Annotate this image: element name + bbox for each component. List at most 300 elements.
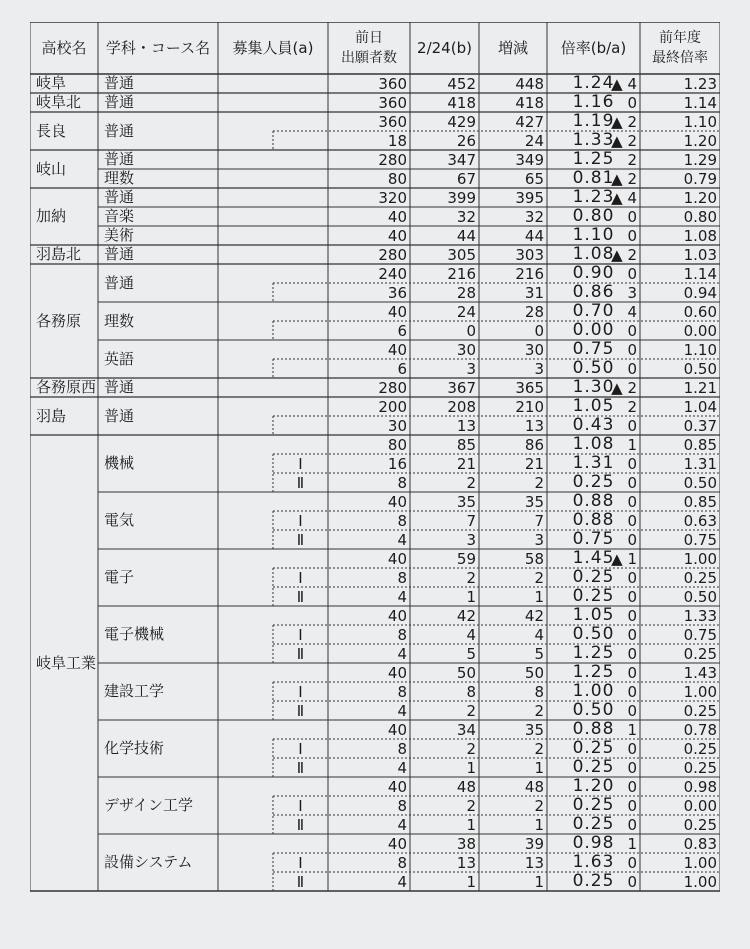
current-applicants: 35 <box>524 721 544 739</box>
sub-course: Ⅰ <box>298 797 303 815</box>
course-name: 美術 <box>104 226 135 244</box>
prev-applicants: 367 <box>447 379 476 397</box>
capacity-value: 6 <box>397 322 407 340</box>
current-applicants: 365 <box>515 379 544 397</box>
current-applicants: 2 <box>534 702 544 720</box>
capacity-value: 280 <box>378 379 407 397</box>
ratio-value: 1.05 <box>572 605 615 625</box>
change-value: 0 <box>627 626 637 644</box>
change-value: 0 <box>627 360 637 378</box>
change-value: 0 <box>627 759 637 777</box>
ratio-value: 1.10 <box>572 225 615 245</box>
course-name: 普通 <box>104 407 135 425</box>
course-name: 音楽 <box>104 207 135 225</box>
capacity-value: 360 <box>378 75 407 93</box>
change-value: 0 <box>627 797 637 815</box>
current-applicants: 1 <box>534 816 544 834</box>
change-value: 4 <box>627 303 637 321</box>
ratio-value: 0.25 <box>572 795 615 815</box>
ratio-value: 0.88 <box>572 719 615 739</box>
ratio-value: 0.75 <box>572 339 615 359</box>
change-value: 0 <box>627 816 637 834</box>
ratio-value: 0.25 <box>572 586 615 606</box>
ratio-value: 1.25 <box>572 662 615 682</box>
capacity-value: 40 <box>387 303 407 321</box>
course-name: 電子機械 <box>104 625 165 643</box>
last-year-ratio: 1.33 <box>683 607 717 625</box>
school-name: 羽島北 <box>36 245 82 263</box>
prev-applicants: 42 <box>456 607 476 625</box>
capacity-value: 4 <box>397 759 407 777</box>
course-name: 普通 <box>104 122 135 140</box>
ratio-value: 0.50 <box>572 358 615 378</box>
ratio-value: 1.31 <box>572 453 615 473</box>
ratio-value: 0.50 <box>572 700 615 720</box>
capacity-value: 360 <box>378 94 407 112</box>
current-applicants: 3 <box>534 360 544 378</box>
ratio-value: 1.23 <box>572 187 615 207</box>
course-name: 普通 <box>104 93 135 111</box>
course-name: 機械 <box>104 454 135 472</box>
prev-applicants: 67 <box>456 170 476 188</box>
capacity-value: 40 <box>387 208 407 226</box>
change-value: 0 <box>627 417 637 435</box>
prev-applicants: 48 <box>456 778 476 796</box>
last-year-ratio: 0.85 <box>683 436 717 454</box>
change-value: 0 <box>627 531 637 549</box>
sub-course: Ⅱ <box>296 759 305 777</box>
capacity-value: 4 <box>397 588 407 606</box>
last-year-ratio: 1.08 <box>683 227 717 245</box>
prev-applicants: 2 <box>466 474 476 492</box>
last-year-ratio: 0.63 <box>683 512 717 530</box>
sub-course: Ⅱ <box>296 474 305 492</box>
capacity-value: 8 <box>397 512 407 530</box>
course-name: 建設工学 <box>104 682 165 700</box>
header-current: 2/24(b) <box>417 39 472 57</box>
header-prev-top: 前日 <box>355 30 383 46</box>
course-name: 普通 <box>104 274 135 292</box>
header-ratio: 倍率(b/a) <box>560 39 627 57</box>
prev-applicants: 216 <box>447 265 476 283</box>
sub-course: Ⅰ <box>298 740 303 758</box>
prev-applicants: 418 <box>447 94 476 112</box>
change-value: ▲ 2 <box>611 132 637 150</box>
current-applicants: 2 <box>534 740 544 758</box>
current-applicants: 210 <box>515 398 544 416</box>
ratio-value: 1.33 <box>572 130 615 150</box>
change-value: 0 <box>627 341 637 359</box>
current-applicants: 2 <box>534 797 544 815</box>
last-year-ratio: 0.37 <box>683 417 717 435</box>
change-value: 0 <box>627 645 637 663</box>
current-applicants: 21 <box>524 455 544 473</box>
change-value: 0 <box>627 664 637 682</box>
capacity-value: 320 <box>378 189 407 207</box>
ratio-value: 0.88 <box>572 510 615 530</box>
sub-course: Ⅱ <box>296 816 305 834</box>
school-name: 岐阜北 <box>36 93 82 111</box>
capacity-value: 40 <box>387 227 407 245</box>
change-value: 1 <box>627 721 637 739</box>
last-year-ratio: 0.50 <box>683 360 717 378</box>
prev-applicants: 2 <box>466 569 476 587</box>
prev-applicants: 347 <box>447 151 476 169</box>
last-year-ratio: 0.50 <box>683 588 717 606</box>
ratio-value: 1.45 <box>572 548 615 568</box>
prev-applicants: 26 <box>456 132 476 150</box>
prev-applicants: 24 <box>456 303 476 321</box>
current-applicants: 42 <box>524 607 544 625</box>
current-applicants: 1 <box>534 759 544 777</box>
last-year-ratio: 0.75 <box>683 626 717 644</box>
capacity-value: 8 <box>397 626 407 644</box>
last-year-ratio: 0.25 <box>683 569 717 587</box>
current-applicants: 395 <box>515 189 544 207</box>
sub-course: Ⅱ <box>296 645 305 663</box>
change-value: 0 <box>627 607 637 625</box>
prev-applicants: 38 <box>456 835 476 853</box>
change-value: 2 <box>627 398 637 416</box>
capacity-value: 8 <box>397 854 407 872</box>
sub-course: Ⅱ <box>296 588 305 606</box>
change-value: 1 <box>627 436 637 454</box>
capacity-value: 40 <box>387 721 407 739</box>
change-value: ▲ 2 <box>611 379 637 397</box>
capacity-value: 4 <box>397 702 407 720</box>
sub-course: Ⅱ <box>296 531 305 549</box>
capacity-value: 200 <box>378 398 407 416</box>
change-value: 0 <box>627 778 637 796</box>
capacity-value: 240 <box>378 265 407 283</box>
header-change: 増減 <box>497 39 528 57</box>
course-name: 英語 <box>104 350 135 368</box>
last-year-ratio: 0.83 <box>683 835 717 853</box>
capacity-value: 4 <box>397 873 407 891</box>
ratio-value: 1.25 <box>572 149 615 169</box>
change-value: 0 <box>627 740 637 758</box>
ratio-value: 0.81 <box>572 168 615 188</box>
prev-applicants: 1 <box>466 816 476 834</box>
enrollment-table <box>30 22 720 902</box>
prev-applicants: 452 <box>447 75 476 93</box>
school-name: 羽島 <box>36 407 67 425</box>
ratio-value: 1.08 <box>572 434 615 454</box>
current-applicants: 13 <box>524 417 544 435</box>
last-year-ratio: 1.00 <box>683 854 717 872</box>
change-value: ▲ 2 <box>611 246 637 264</box>
current-applicants: 1 <box>534 588 544 606</box>
change-value: 0 <box>627 227 637 245</box>
change-value: ▲ 2 <box>611 170 637 188</box>
ratio-value: 0.43 <box>572 415 615 435</box>
current-applicants: 216 <box>515 265 544 283</box>
capacity-value: 18 <box>387 132 407 150</box>
ratio-value: 0.70 <box>572 301 615 321</box>
last-year-ratio: 0.25 <box>683 759 717 777</box>
school-name: 各務原 <box>36 312 82 330</box>
prev-applicants: 2 <box>466 797 476 815</box>
current-applicants: 39 <box>524 835 544 853</box>
course-name: 理数 <box>104 312 135 330</box>
prev-applicants: 2 <box>466 740 476 758</box>
current-applicants: 448 <box>515 75 544 93</box>
last-year-ratio: 0.94 <box>683 284 717 302</box>
school-name: 岐阜 <box>36 74 67 92</box>
prev-applicants: 3 <box>466 360 476 378</box>
current-applicants: 24 <box>524 132 544 150</box>
course-name: 普通 <box>104 150 135 168</box>
last-year-ratio: 1.31 <box>683 455 717 473</box>
current-applicants: 31 <box>524 284 544 302</box>
capacity-value: 36 <box>387 284 407 302</box>
capacity-value: 6 <box>397 360 407 378</box>
change-value: 0 <box>627 854 637 872</box>
capacity-value: 40 <box>387 835 407 853</box>
change-value: 0 <box>627 208 637 226</box>
prev-applicants: 5 <box>466 645 476 663</box>
ratio-value: 0.00 <box>572 320 615 340</box>
ratio-value: 1.08 <box>572 244 615 264</box>
prev-applicants: 13 <box>456 417 476 435</box>
capacity-value: 8 <box>397 683 407 701</box>
capacity-value: 4 <box>397 645 407 663</box>
change-value: ▲ 2 <box>611 113 637 131</box>
sub-course: Ⅰ <box>298 854 303 872</box>
sub-course: Ⅰ <box>298 455 303 473</box>
prev-applicants: 34 <box>456 721 476 739</box>
last-year-ratio: 1.10 <box>683 341 717 359</box>
change-value: 0 <box>627 265 637 283</box>
capacity-value: 8 <box>397 740 407 758</box>
ratio-value: 0.25 <box>572 472 615 492</box>
school-name: 長良 <box>36 122 67 140</box>
prev-applicants: 13 <box>456 854 476 872</box>
ratio-value: 0.86 <box>572 282 615 302</box>
current-applicants: 48 <box>524 778 544 796</box>
prev-applicants: 21 <box>456 455 476 473</box>
capacity-value: 40 <box>387 664 407 682</box>
prev-applicants: 7 <box>466 512 476 530</box>
ratio-value: 1.24 <box>572 73 615 93</box>
capacity-value: 360 <box>378 113 407 131</box>
ratio-value: 0.25 <box>572 738 615 758</box>
sub-course: Ⅱ <box>296 702 305 720</box>
course-name: 電子 <box>104 568 135 586</box>
last-year-ratio: 0.80 <box>683 208 717 226</box>
prev-applicants: 1 <box>466 588 476 606</box>
school-name: 各務原西 <box>36 378 97 396</box>
last-year-ratio: 0.75 <box>683 531 717 549</box>
last-year-ratio: 0.50 <box>683 474 717 492</box>
sub-course: Ⅰ <box>298 512 303 530</box>
current-applicants: 427 <box>515 113 544 131</box>
prev-applicants: 208 <box>447 398 476 416</box>
ratio-value: 0.88 <box>572 491 615 511</box>
current-applicants: 303 <box>515 246 544 264</box>
sub-course: Ⅰ <box>298 683 303 701</box>
change-value: 0 <box>627 588 637 606</box>
prev-applicants: 4 <box>466 626 476 644</box>
capacity-value: 40 <box>387 550 407 568</box>
change-value: ▲ 1 <box>611 550 637 568</box>
prev-applicants: 32 <box>456 208 476 226</box>
last-year-ratio: 0.78 <box>683 721 717 739</box>
header-last-bottom: 最終倍率 <box>652 50 708 66</box>
last-year-ratio: 1.00 <box>683 683 717 701</box>
current-applicants: 30 <box>524 341 544 359</box>
current-applicants: 35 <box>524 493 544 511</box>
last-year-ratio: 1.14 <box>683 265 717 283</box>
capacity-value: 80 <box>387 170 407 188</box>
prev-applicants: 1 <box>466 759 476 777</box>
change-value: 0 <box>627 474 637 492</box>
last-year-ratio: 1.20 <box>683 189 717 207</box>
ratio-value: 0.75 <box>572 529 615 549</box>
current-applicants: 418 <box>515 94 544 112</box>
current-applicants: 50 <box>524 664 544 682</box>
capacity-value: 4 <box>397 531 407 549</box>
capacity-value: 16 <box>387 455 407 473</box>
current-applicants: 58 <box>524 550 544 568</box>
ratio-value: 0.25 <box>572 757 615 777</box>
current-applicants: 2 <box>534 569 544 587</box>
sub-course: Ⅰ <box>298 569 303 587</box>
change-value: 0 <box>627 873 637 891</box>
last-year-ratio: 0.85 <box>683 493 717 511</box>
last-year-ratio: 0.79 <box>683 170 717 188</box>
change-value: 0 <box>627 512 637 530</box>
change-value: 0 <box>627 569 637 587</box>
change-value: 0 <box>627 322 637 340</box>
school-name: 岐山 <box>36 160 67 178</box>
capacity-value: 40 <box>387 341 407 359</box>
header-course: 学科・コース名 <box>105 39 211 57</box>
current-applicants: 44 <box>524 227 544 245</box>
course-name: 普通 <box>104 378 135 396</box>
school-name: 加納 <box>36 207 67 225</box>
last-year-ratio: 1.29 <box>683 151 717 169</box>
header-capacity: 募集人員(a) <box>232 39 314 57</box>
current-applicants: 4 <box>534 626 544 644</box>
change-value: 1 <box>627 835 637 853</box>
last-year-ratio: 1.14 <box>683 94 717 112</box>
course-name: 理数 <box>104 169 135 187</box>
current-applicants: 8 <box>534 683 544 701</box>
change-value: 3 <box>627 284 637 302</box>
ratio-value: 1.63 <box>572 852 615 872</box>
last-year-ratio: 1.23 <box>683 75 717 93</box>
last-year-ratio: 1.04 <box>683 398 717 416</box>
ratio-value: 1.16 <box>572 92 615 112</box>
change-value: 0 <box>627 455 637 473</box>
header-last-top: 前年度 <box>659 30 701 46</box>
last-year-ratio: 0.60 <box>683 303 717 321</box>
capacity-value: 8 <box>397 474 407 492</box>
capacity-value: 8 <box>397 797 407 815</box>
change-value: 0 <box>627 683 637 701</box>
ratio-value: 1.00 <box>572 681 615 701</box>
prev-applicants: 8 <box>466 683 476 701</box>
prev-applicants: 35 <box>456 493 476 511</box>
prev-applicants: 30 <box>456 341 476 359</box>
change-value: 0 <box>627 702 637 720</box>
prev-applicants: 3 <box>466 531 476 549</box>
capacity-value: 8 <box>397 569 407 587</box>
ratio-value: 1.05 <box>572 396 615 416</box>
last-year-ratio: 1.20 <box>683 132 717 150</box>
last-year-ratio: 0.00 <box>683 797 717 815</box>
current-applicants: 28 <box>524 303 544 321</box>
ratio-value: 0.25 <box>572 814 615 834</box>
last-year-ratio: 1.00 <box>683 550 717 568</box>
current-applicants: 7 <box>534 512 544 530</box>
course-name: 設備システム <box>104 853 193 871</box>
last-year-ratio: 1.21 <box>683 379 717 397</box>
course-name: 普通 <box>104 245 135 263</box>
last-year-ratio: 0.25 <box>683 816 717 834</box>
last-year-ratio: 1.43 <box>683 664 717 682</box>
prev-applicants: 59 <box>456 550 476 568</box>
prev-applicants: 44 <box>456 227 476 245</box>
last-year-ratio: 0.98 <box>683 778 717 796</box>
last-year-ratio: 0.25 <box>683 645 717 663</box>
course-name: 化学技術 <box>104 739 165 757</box>
ratio-value: 1.19 <box>572 111 615 131</box>
change-value: ▲ 4 <box>611 189 637 207</box>
ratio-value: 1.25 <box>572 643 615 663</box>
capacity-value: 280 <box>378 151 407 169</box>
change-value: 2 <box>627 151 637 169</box>
last-year-ratio: 1.03 <box>683 246 717 264</box>
current-applicants: 3 <box>534 531 544 549</box>
course-name: 普通 <box>104 188 135 206</box>
last-year-ratio: 1.10 <box>683 113 717 131</box>
sub-course: Ⅱ <box>296 873 305 891</box>
capacity-value: 40 <box>387 607 407 625</box>
change-value: 0 <box>627 493 637 511</box>
change-value: 0 <box>627 94 637 112</box>
last-year-ratio: 0.00 <box>683 322 717 340</box>
capacity-value: 40 <box>387 493 407 511</box>
current-applicants: 2 <box>534 474 544 492</box>
prev-applicants: 399 <box>447 189 476 207</box>
last-year-ratio: 0.25 <box>683 740 717 758</box>
prev-applicants: 429 <box>447 113 476 131</box>
school-name: 岐阜工業 <box>36 654 97 672</box>
prev-applicants: 0 <box>466 322 476 340</box>
prev-applicants: 305 <box>447 246 476 264</box>
ratio-value: 0.98 <box>572 833 615 853</box>
capacity-value: 280 <box>378 246 407 264</box>
capacity-value: 80 <box>387 436 407 454</box>
sub-course: Ⅰ <box>298 626 303 644</box>
ratio-value: 0.90 <box>572 263 615 283</box>
current-applicants: 32 <box>524 208 544 226</box>
current-applicants: 5 <box>534 645 544 663</box>
current-applicants: 65 <box>524 170 544 188</box>
ratio-value: 0.80 <box>572 206 615 226</box>
current-applicants: 349 <box>515 151 544 169</box>
prev-applicants: 28 <box>456 284 476 302</box>
change-value: ▲ 4 <box>611 75 637 93</box>
ratio-value: 1.20 <box>572 776 615 796</box>
course-name: 電気 <box>104 511 135 529</box>
course-name: デザイン工学 <box>104 796 193 814</box>
capacity-value: 30 <box>387 417 407 435</box>
capacity-value: 4 <box>397 816 407 834</box>
current-applicants: 13 <box>524 854 544 872</box>
